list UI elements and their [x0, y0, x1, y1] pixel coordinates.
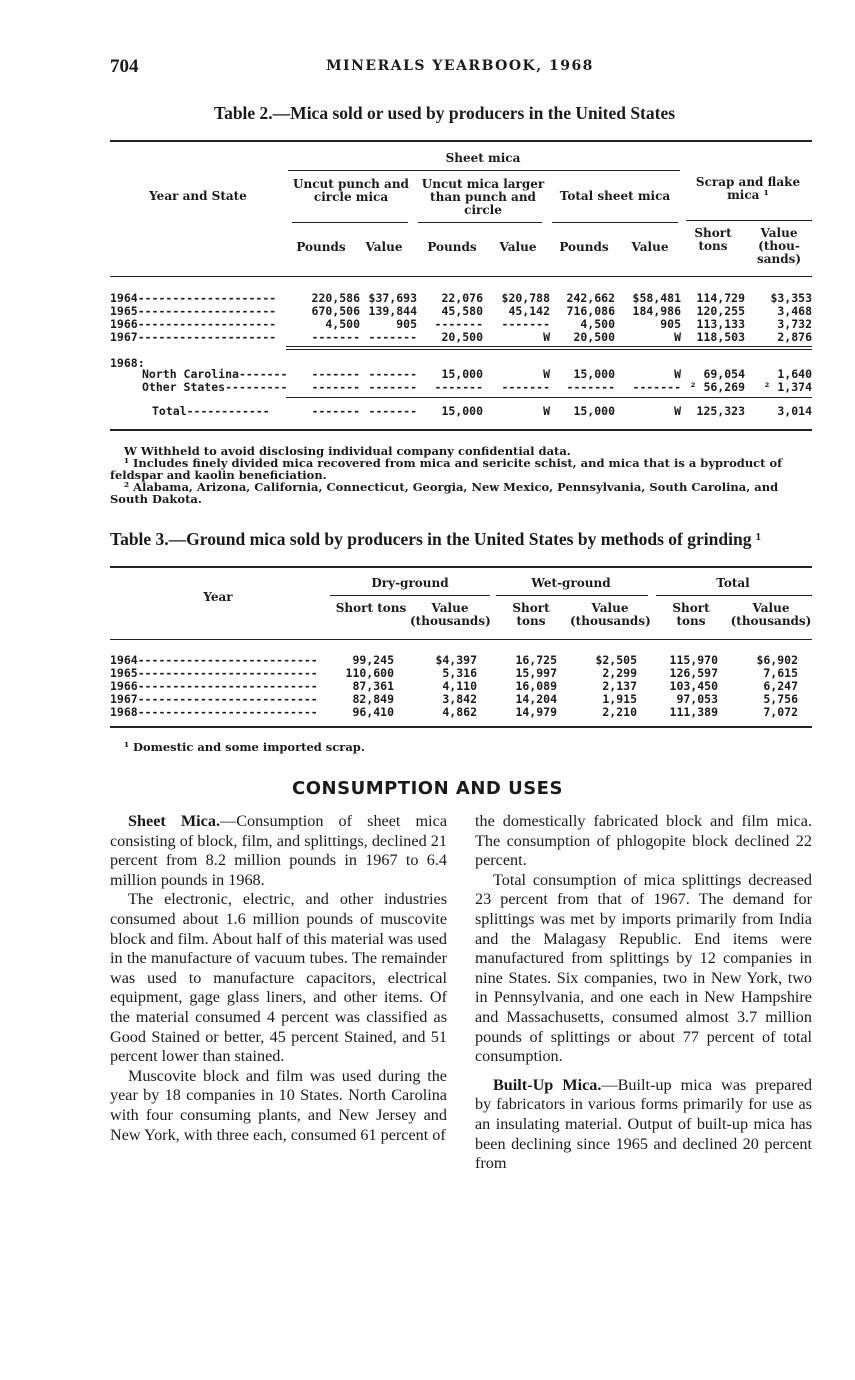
table2-col-uncut-larger: Uncut mica larger than punch and circle	[421, 177, 545, 217]
table-row: Other States--------- ------- ------- ------- ------- ------- ------- ² 56,269 ² 1,374	[142, 380, 812, 394]
table2-footnote-w: W Withheld to avoid disclosing individual company confidential data.	[124, 444, 571, 458]
cell: 15,000	[441, 367, 483, 381]
run-in-heading: Sheet Mica.	[128, 812, 220, 830]
cell: 3,842	[442, 692, 477, 706]
cell: 4,110	[442, 679, 477, 693]
cell: 15,000	[441, 404, 483, 418]
body-column-right	[475, 812, 812, 1174]
cell: 7,072	[763, 705, 798, 719]
row-label: 1968	[110, 705, 138, 719]
table2-subrule-2	[418, 222, 542, 223]
table2-caption: Table 2.—Mica sold or used by producers in the United States	[214, 103, 676, 123]
cell: 7,615	[763, 666, 798, 680]
table-row: 1964-------------------- 220,586 $37,693 22,076 $20,788 242,662 $58,481 114,729 $3,353	[110, 291, 812, 305]
table2-footnote-2: ² Alabama, Arizona, California, Connecticut, Georgia, New Mexico, Pennsylvania, South Carolina, and South Dakota.	[110, 480, 779, 506]
cell: 115,970	[669, 653, 718, 667]
cell: 2,210	[602, 705, 637, 719]
cell: 14,204	[515, 692, 557, 706]
table2-stub-header: Year and State	[149, 189, 247, 203]
cell: -------	[368, 380, 417, 394]
table-row: 1965-------------------------- 110,600 5,316 15,997 2,299 126,597 7,615	[110, 666, 798, 680]
row-label: 1966	[110, 679, 138, 693]
table3-sub-short-tons-3: Short tons	[672, 601, 710, 628]
row-label: 1967	[110, 330, 138, 344]
table3-group-total: Total	[716, 576, 750, 590]
row-label: 1964	[110, 653, 138, 667]
table2-sub-value-2: Value	[499, 240, 537, 254]
table2-group-header-sheet: Sheet mica	[445, 151, 521, 165]
table2-sub-value-3: Value	[631, 240, 669, 254]
table2-sub-value-1: Value	[365, 240, 403, 254]
cell: 16,725	[515, 653, 557, 667]
cell: 120,255	[696, 304, 745, 318]
cell: 3,468	[777, 304, 812, 318]
cell: 45,142	[508, 304, 550, 318]
table2-1967-rule-b	[286, 349, 812, 350]
cell: 670,506	[311, 304, 360, 318]
cell: 2,137	[602, 679, 637, 693]
cell: 69,054	[703, 367, 745, 381]
table3-header-rule	[110, 639, 812, 640]
paragraph	[475, 1076, 812, 1174]
cell: 4,500	[325, 317, 360, 331]
table2-sub-pounds-2: Pounds	[427, 240, 477, 254]
cell: 15,000	[573, 404, 615, 418]
table-row: 1964-------------------------- 99,245 $4,397 16,725 $2,505 115,970 $6,902	[110, 653, 798, 667]
row-label: 1967	[110, 692, 138, 706]
table3-sub-short-tons-2: Short tons	[512, 601, 550, 628]
table3-sub-value-2: Value (thousands)	[570, 601, 651, 628]
cell: $58,481	[632, 291, 681, 305]
table-row: North Carolina------- ------- ------- 15,000 W 15,000 W 69,054 1,640	[142, 367, 812, 381]
cell: -------	[311, 404, 360, 418]
table-row: 1967-------------------- ------- ------- 20,500 W 20,500 W 118,503 2,876	[110, 330, 812, 344]
table3-stub-header: Year	[203, 590, 233, 604]
cell: 126,597	[669, 666, 718, 680]
cell: $37,693	[368, 291, 417, 305]
cell: 184,986	[632, 304, 681, 318]
row-label: 1964	[110, 291, 138, 305]
cell: -------	[311, 367, 360, 381]
cell: $4,397	[435, 653, 477, 667]
cell: 14,979	[515, 705, 557, 719]
paragraph-text: —Built-up mica was prepared by fabricators in various forms primarily for use as an insulating material. Output of built-up mica has been declining since 1965 and declined 20 percent from	[475, 1075, 812, 1173]
cell: 20,500	[573, 330, 615, 344]
table2-subrule-4	[686, 220, 812, 221]
table2-bottom-rule	[110, 429, 812, 431]
cell: W	[543, 330, 550, 344]
cell: W	[543, 367, 550, 381]
table3-group-dry: Dry-ground	[371, 576, 449, 590]
cell: 113,133	[696, 317, 745, 331]
cell: 716,086	[566, 304, 615, 318]
cell: -------	[501, 317, 550, 331]
cell: -------	[368, 367, 417, 381]
page-number: 704	[110, 56, 139, 77]
table3-top-rule	[110, 566, 812, 568]
row-label-1968: 1968:	[110, 356, 145, 370]
cell: 220,586	[311, 291, 360, 305]
cell: 1,915	[602, 692, 637, 706]
table2-1967-rule-a	[286, 346, 812, 347]
cell: 87,361	[352, 679, 394, 693]
cell: -------	[368, 404, 417, 418]
cell: 242,662	[566, 291, 615, 305]
table3-sub-short-tons-1: Short tons	[335, 601, 407, 615]
cell: W	[543, 404, 550, 418]
table-row: 1965-------------------- 670,506 139,844 45,580 45,142 716,086 184,986 120,255 3,468	[110, 304, 812, 318]
cell: -------	[368, 330, 417, 344]
cell: $2,505	[595, 653, 637, 667]
table3-subrule-1	[330, 595, 490, 596]
table2-sub-pounds-3: Pounds	[559, 240, 609, 254]
paragraph	[110, 812, 447, 890]
paragraph: Total consumption of mica splittings decreased 23 percent from that of 1967. The demand for splittings was met by imports primarily from India and the Malagasy Republic. End items were manufactured from splittings by 12 companies in nine States. Six companies, two in New York, two in Pennsylvania, and one each in New Hampshire and Massachusetts, consumed almost 3.7 million pounds of splittings or about 77 percent of total consumption.	[475, 870, 812, 1066]
table2-col-uncut-punch: Uncut punch and circle mica	[293, 177, 409, 204]
cell: W	[674, 330, 681, 344]
row-label: 1965	[110, 666, 138, 680]
running-title: MINERALS YEARBOOK, 1968	[326, 58, 594, 74]
cell: 1,640	[777, 367, 812, 381]
cell: 114,729	[696, 291, 745, 305]
cell: 111,389	[669, 705, 718, 719]
cell: 905	[396, 317, 417, 331]
table3-subrule-3	[656, 595, 812, 596]
table2-col-total-sheet: Total sheet mica	[559, 189, 671, 203]
cell: -------	[311, 380, 360, 394]
cell: 2,299	[602, 666, 637, 680]
cell: 99,245	[352, 653, 394, 667]
row-label: 1965	[110, 304, 138, 318]
row-label: North Carolina	[142, 367, 239, 381]
table3-sub-value-3: Value (thousands)	[730, 601, 812, 628]
section-title: CONSUMPTION AND USES	[292, 778, 563, 799]
table2-sub-pounds-1: Pounds	[296, 240, 346, 254]
cell: 16,089	[515, 679, 557, 693]
row-label: Total	[152, 404, 187, 418]
cell: 5,316	[442, 666, 477, 680]
table2-total-rule	[286, 397, 812, 398]
cell: 139,844	[368, 304, 417, 318]
table-row: 1966-------------------- 4,500 905 ------- ------- 4,500 905 113,133 3,732	[110, 317, 812, 331]
cell: 96,410	[352, 705, 394, 719]
table3-group-wet: Wet-ground	[531, 576, 611, 590]
cell: 2,876	[777, 330, 812, 344]
cell: 103,450	[669, 679, 718, 693]
table-row: 1966-------------------------- 87,361 4,110 16,089 2,137 103,450 6,247	[110, 679, 798, 693]
paragraph: the domestically fabricated block and film mica. The consumption of phlogopite block declined 22 percent.	[475, 812, 812, 870]
table2-sheet-rule	[288, 170, 680, 171]
cell: 97,053	[676, 692, 718, 706]
table2-header-rule	[110, 276, 812, 277]
cell: 20,500	[441, 330, 483, 344]
cell: 22,076	[441, 291, 483, 305]
cell: 905	[660, 317, 681, 331]
cell: -------	[566, 380, 615, 394]
cell: -------	[632, 380, 681, 394]
run-in-heading: Built-Up Mica.	[493, 1075, 602, 1094]
paragraph: Muscovite block and film was used during the year by 18 companies in 10 States. North Carolina with four consuming plants, and New Jersey and New York, with three each, consumed 61 percent of	[110, 1066, 447, 1144]
table2-footnote-1: ¹ Includes finely divided mica recovered from mica and sericite schist, and mica that is a byproduct of feldspar and kaolin beneficiation.	[110, 456, 783, 482]
row-label: 1966	[110, 317, 138, 331]
table3-bottom-rule	[110, 726, 812, 728]
table3-sub-value-1: Value (thousands)	[410, 601, 491, 628]
cell: 125,323	[696, 404, 745, 418]
cell: -------	[501, 380, 550, 394]
cell: 5,756	[763, 692, 798, 706]
table2-sub-short-tons: Short tons	[694, 226, 732, 253]
table3-footnote: ¹ Domestic and some imported scrap.	[124, 740, 365, 754]
table2-col-scrap-flake: Scrap and flake mica ¹	[695, 175, 801, 202]
cell: 6,247	[763, 679, 798, 693]
table2-subrule-1	[292, 222, 408, 223]
cell: 15,000	[573, 367, 615, 381]
table3-caption: Table 3.—Ground mica sold by producers in the United States by methods of grinding ¹	[110, 529, 762, 549]
table-row-total: Total------------ ------- ------- 15,000 W 15,000 W 125,323 3,014	[152, 404, 812, 418]
cell: 3,014	[777, 404, 812, 418]
table-row: 1967-------------------------- 82,849 3,842 14,204 1,915 97,053 5,756	[110, 692, 798, 706]
cell: 82,849	[352, 692, 394, 706]
table3-subrule-2	[496, 595, 648, 596]
table-row: 1968-------------------------- 96,410 4,862 14,979 2,210 111,389 7,072	[110, 705, 798, 719]
cell: W	[674, 404, 681, 418]
cell: $20,788	[501, 291, 550, 305]
cell: -------	[434, 380, 483, 394]
cell: 4,500	[580, 317, 615, 331]
cell: -------	[434, 317, 483, 331]
paragraph: The electronic, electric, and other industries consumed about 1.6 million pounds of muscovite block and film. About half of this material was used in the manufacture of vacuum tubes. The remainder was used to manufacture capacitors, electrical equipment, gage glass liners, and other items. Of the material consumed 4 percent was classified as Good Stained or better, 45 percent Stained, and 51 percent lower than stained.	[110, 890, 447, 1066]
cell: 110,600	[345, 666, 394, 680]
cell: 15,997	[515, 666, 557, 680]
cell: 45,580	[441, 304, 483, 318]
cell: ² 1,374	[763, 380, 812, 394]
paragraph-text: —Consumption of sheet mica consisting of block, film, and splittings, declined 21 percent from 8.2 million pounds in 1967 to 6.4 million pounds in 1968.	[110, 812, 447, 889]
cell: ² 56,269	[689, 380, 745, 394]
table2-subrule-3	[552, 222, 678, 223]
cell: $3,353	[770, 291, 812, 305]
cell: -------	[311, 330, 360, 344]
row-label: Other States	[142, 380, 226, 394]
cell: 3,732	[777, 317, 812, 331]
body-column-left	[110, 812, 447, 1145]
cell: $6,902	[756, 653, 798, 667]
cell: W	[674, 367, 681, 381]
table2-sub-value-thousands: Value (thou-sands)	[756, 226, 802, 266]
cell: 4,862	[442, 705, 477, 719]
cell: 118,503	[696, 330, 745, 344]
table2-top-rule	[110, 140, 812, 142]
